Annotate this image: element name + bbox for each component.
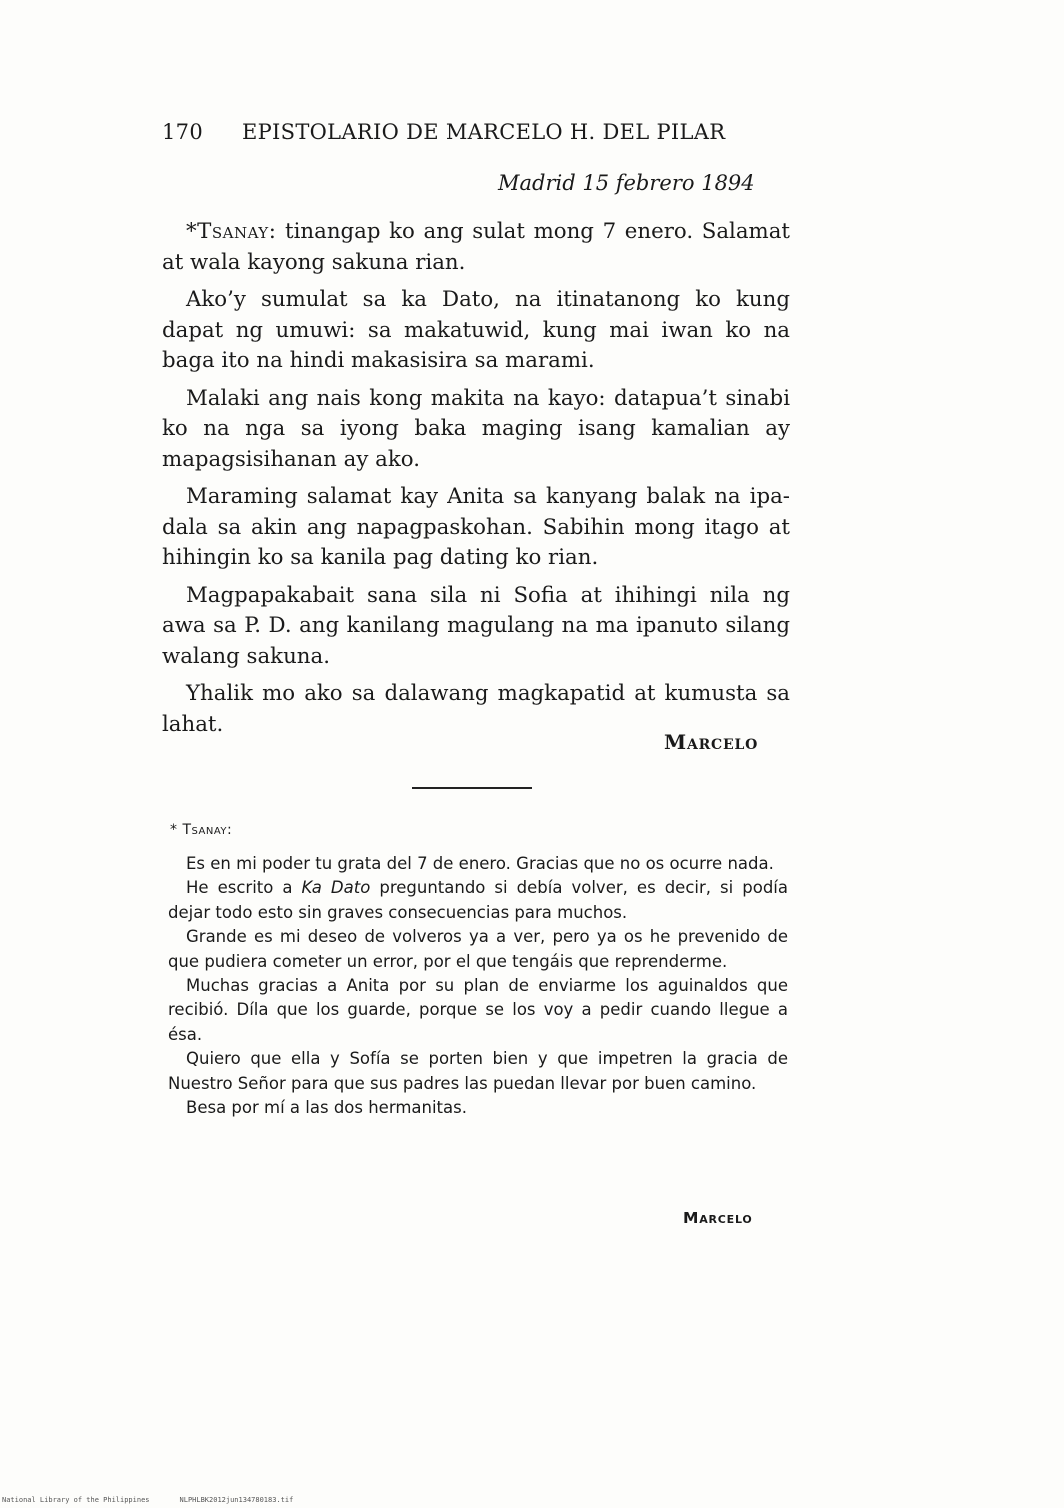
tagalog-paragraph-5: Magpapakabait sana sila ni Sofia at ihihingi nila ng awa sa P. D. ang kanilang magulang na ma ipanuto silang walang sakuna. [162,582,790,669]
spanish-paragraph-5: Quiero que ella y Sofía se porten bien y que impetren la gracia de Nuestro Señor para que sus padres las puedan llevar por buen camino. [168,1049,788,1093]
running-title: EPISTOLARIO DE MARCELO H. DEL PILAR [242,120,726,144]
spanish-paragraph-3: Grande es mi deseo de volveros ya a ver, pero ya os he prevenido de que pudiera cometer un error, por el que tengáis que reprenderme. [168,927,788,971]
scan-footer [2,1496,323,1504]
tagalog-letter [162,217,790,747]
tagalog-paragraph-2: Ako’y sumulat sa ka Dato, na itinatanong ko kung dapat ng umuwi: sa makatuwid, kung mai iwan ko na baga ito na hindi makasisira sa marami. [162,287,790,373]
running-header [162,120,782,144]
footnote-label: * Tsanay: [170,822,233,838]
signature-spanish: Marcelo [683,1209,753,1227]
page-number: 170 [162,120,203,144]
tagalog-paragraph-6: Yhalik mo ako sa dalawang magkapatid at kumusta sa lahat. [162,681,790,737]
spanish-translation [168,852,788,1120]
section-divider [412,787,532,789]
ka-dato-italic: Ka Dato [301,878,371,898]
salutation: *Tsanay: [186,219,277,244]
file-name: NLPHLBK2012jun134780183.tif [179,1496,294,1504]
spanish-paragraph-2: He escrito a Ka Dato preguntando si debía volver, es decir, si podía dejar todo esto sin graves consecuencias para muchos. [168,878,789,922]
spanish-paragraph-6: Besa por mí a las dos hermanitas. [186,1098,467,1118]
spanish-paragraph-4: Muchas gracias a Anita por su plan de enviarme los aguinaldos que recibió. Díla que los guarde, porque se los voy a pedir cuando llegue a ésa. [168,976,788,1044]
date-line: Madrid 15 febrero 1894 [498,171,755,195]
tagalog-paragraph-1: *Tsanay: tinangap ko ang sulat mong 7 enero. Salamat at wala kayong sakuna rian. [162,219,790,275]
tagalog-paragraph-4: Maraming salamat kay Anita sa kanyang balak na ipadala sa akin ang napagpaskohan. Sabihin mong itago at hihingin ko sa kanila pag dating ko rian. [162,484,790,570]
signature-tagalog: Marcelo [664,730,759,754]
spanish-paragraph-1: Es en mi poder tu grata del 7 de enero. Gracias que no os ocurre nada. [186,854,774,873]
tagalog-paragraph-3: Malaki ang nais kong makita na kayo: datapua’t sinabi ko na nga sa iyong baka maging isang kamalian ay mapagsisihanan ay ako. [162,385,790,472]
library-name: National Library of the Philippines [2,1496,150,1504]
